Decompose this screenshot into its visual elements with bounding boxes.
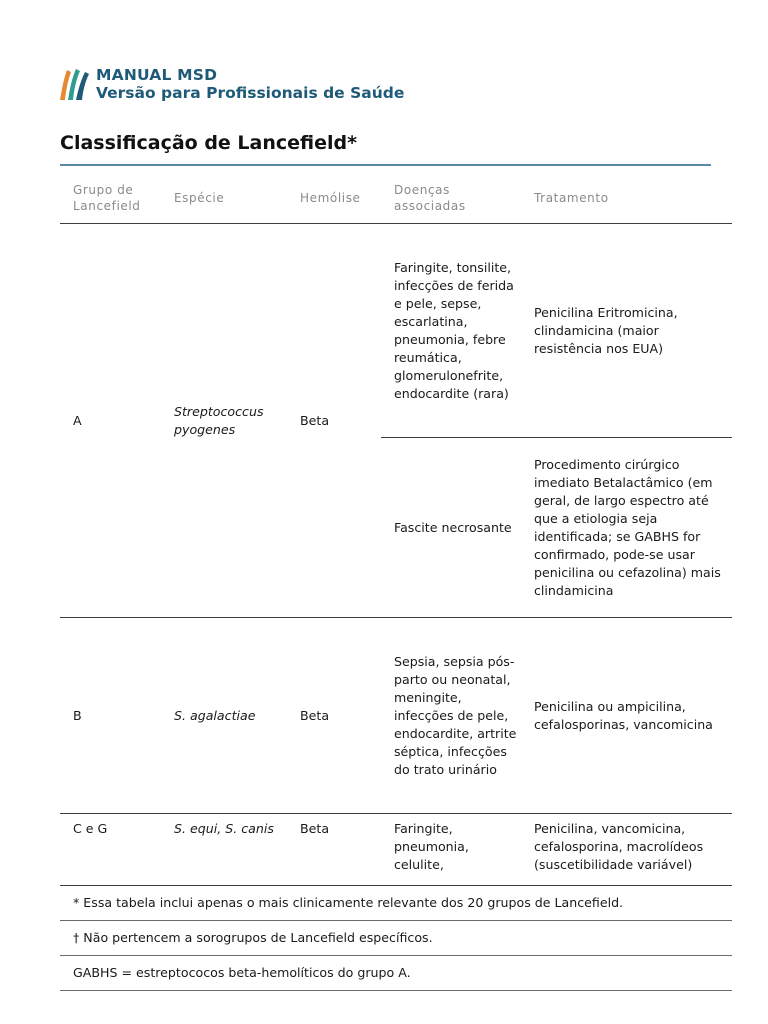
header-species: Espécie (161, 172, 287, 224)
cell-species: S. equi, S. canis (174, 821, 274, 836)
footnote-gabhs: GABHS = estreptococos beta-hemolíticos do grupo A. (60, 956, 732, 991)
cell-diseases: Sepsia, sepsia pós-parto ou neonatal, meningite, infecções de pele, endocardite, artrite séptica, infecções do trato urinário (381, 618, 521, 814)
page-title: Classificação de Lancefield* (60, 132, 358, 154)
cell-group: C e G (73, 821, 108, 836)
lancefield-table (60, 172, 732, 881)
cell-hemolysis: Beta (300, 821, 330, 836)
cell-species: S. agalactiae (161, 618, 287, 814)
footnote-dagger: † Não pertencem a sorogrupos de Lancefield específicos. (60, 921, 732, 956)
cell-hemolysis: Beta (287, 224, 381, 618)
footnote-scope: * Essa tabela inclui apenas o mais clinicamente relevante dos 20 grupos de Lancefield. (60, 886, 732, 921)
header-hemolysis: Hemólise (287, 172, 381, 224)
cell-hemolysis: Beta (287, 618, 381, 814)
title-divider (60, 164, 711, 166)
header-treatment: Tratamento (521, 172, 732, 224)
cell-group: A (60, 224, 161, 618)
msd-logo-icon (58, 66, 90, 102)
table-row (60, 224, 732, 438)
cell-treatment: Penicilina ou ampicilina, cefalosporinas, vancomicina (521, 618, 732, 814)
brand-subtitle: Versão para Profissionais de Saúde (96, 84, 405, 102)
table-footnotes (60, 885, 732, 991)
table-row (60, 814, 732, 882)
cell-group: B (60, 618, 161, 814)
header-group: Grupo de Lancefield (60, 172, 161, 224)
cell-diseases: Faringite, tonsilite, infecções de ferida e pele, sepse, escarlatina, pneumonia, febre reumática, glomerulonefrite, endocardite (rara) (381, 224, 521, 438)
cell-diseases: Fascite necrosante (381, 438, 521, 618)
cell-treatment: Penicilina, vancomicina, cefalosporina, macrolídeos (suscetibilidade variável) (534, 821, 704, 872)
table-header-row (60, 172, 732, 224)
cell-treatment: Penicilina Eritromicina, clindamicina (maior resistência nos EUA) (521, 224, 732, 438)
cell-species: Streptococcus pyogenes (161, 224, 287, 618)
header-diseases: Doenças associadas (381, 172, 521, 224)
cell-diseases: Faringite, pneumonia, celulite, (394, 821, 469, 872)
cell-treatment: Procedimento cirúrgico imediato Betalactâmico (em geral, de largo espectro até que a etiologia seja identificada; se GABHS for confirmado, pode-se usar penicilina ou cefazolina) mais clindamicina (521, 438, 732, 618)
brand-name: MANUAL MSD (96, 66, 218, 84)
table-row (60, 618, 732, 814)
